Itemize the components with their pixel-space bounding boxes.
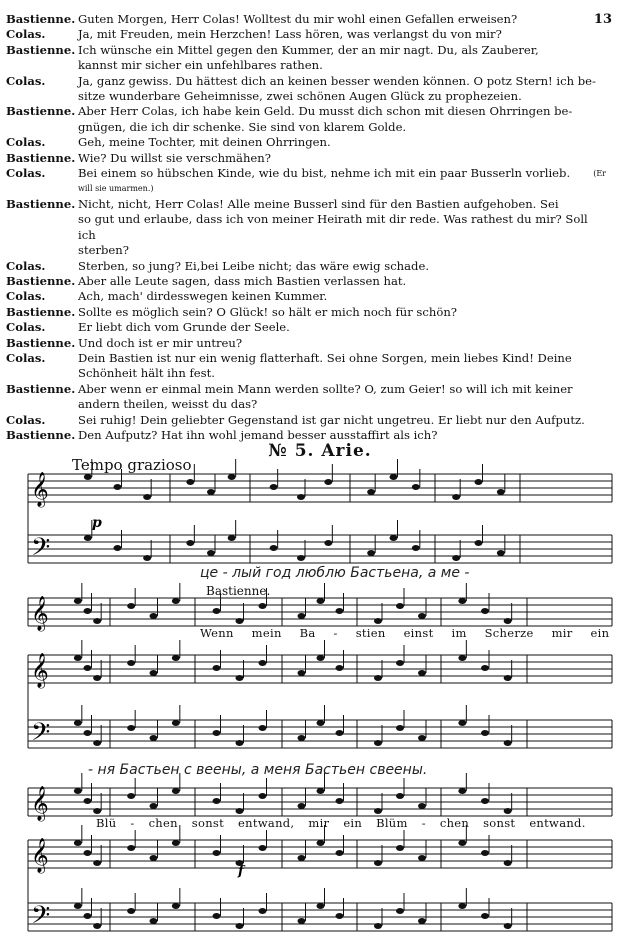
notehead — [172, 598, 180, 604]
notehead — [396, 845, 404, 851]
lyric-syllable: einst — [403, 626, 434, 640]
notehead — [418, 918, 426, 924]
speaker-name: Bastienne. — [6, 104, 76, 119]
notehead — [504, 808, 512, 814]
notehead — [396, 603, 404, 609]
notehead — [412, 545, 420, 551]
notehead — [114, 545, 122, 551]
notehead — [259, 793, 267, 799]
dialogue-text: Ach, mach' dirdesswegen keinen Kummer. — [78, 289, 328, 304]
dialogue-text: Aber Herr Colas, ich habe kein Geld. Du musst dich schon mit diesen Ohrringen be- — [78, 104, 573, 119]
lyric-syllable: chen — [148, 816, 178, 830]
notehead — [297, 555, 305, 561]
notehead — [150, 613, 158, 619]
notehead — [84, 474, 92, 480]
notehead — [270, 545, 278, 551]
notehead — [458, 720, 466, 726]
notehead — [481, 850, 489, 856]
notehead — [374, 923, 382, 929]
dialogue-text: Er liebt dich vom Grunde der Seele. — [78, 320, 290, 335]
dialogue-continuation: Schönheit hält ihn fest. — [78, 366, 215, 381]
notehead — [74, 598, 82, 604]
aria-title: № 5. Arie. — [268, 441, 372, 461]
notehead — [150, 670, 158, 676]
notehead — [74, 903, 82, 909]
notehead — [84, 608, 92, 614]
notehead — [172, 788, 180, 794]
notehead — [150, 803, 158, 809]
notehead — [374, 618, 382, 624]
notehead — [458, 903, 466, 909]
notehead — [259, 660, 267, 666]
clef-icon: 𝄞 — [31, 596, 49, 631]
notehead — [236, 618, 244, 624]
notehead — [207, 489, 215, 495]
notehead — [497, 550, 505, 556]
notehead — [143, 494, 151, 500]
dialogue-continuation: sterben? — [78, 243, 129, 258]
handwritten-translation-2: - ня Бастьен с веены, а меня Бастьен свеены. — [88, 762, 428, 778]
notehead — [458, 788, 466, 794]
notehead — [213, 798, 221, 804]
notehead — [74, 655, 82, 661]
notehead — [84, 913, 92, 919]
notehead — [317, 788, 325, 794]
dialogue-continuation: so gut und erlaube, dass ich von meiner Heirath mit dir rede. Was rathest du mir? Soll ich — [78, 212, 588, 242]
clef-icon: 𝄢 — [31, 718, 51, 753]
notehead — [418, 613, 426, 619]
notehead — [93, 675, 101, 681]
tempo-marking: Tempo grazioso — [72, 456, 192, 474]
notehead — [412, 484, 420, 490]
lyric-syllable: im — [451, 626, 467, 640]
dialogue-text: Nicht, nicht, Herr Colas! Alle meine Busserl sind für den Bastien aufgehoben. Sei — [78, 196, 559, 211]
notehead — [93, 740, 101, 746]
dialogue-continuation: kannst mir sicher ein unfehlbares rathen. — [78, 58, 323, 73]
lyric-syllable: ein — [590, 626, 610, 640]
notehead — [418, 670, 426, 676]
lyric-syllable: Wenn — [200, 626, 234, 640]
lyric-syllable: sonst — [191, 816, 225, 830]
notehead — [213, 608, 221, 614]
speaker-name: Colas. — [6, 412, 46, 427]
notehead — [504, 923, 512, 929]
speaker-name: Colas. — [6, 135, 46, 150]
notehead — [452, 555, 460, 561]
notehead — [418, 803, 426, 809]
dialogue-text: Ich wünsche ein Mittel gegen den Kummer, der an mir nagt. Du, als Zauberer, — [78, 42, 539, 57]
speaker-name: Bastienne. — [6, 12, 76, 26]
speaker-name: Colas. — [6, 350, 46, 365]
notehead — [367, 489, 375, 495]
notehead — [259, 603, 267, 609]
notehead — [150, 855, 158, 861]
dynamic-p: p — [92, 515, 102, 531]
notehead — [298, 613, 306, 619]
notehead — [74, 788, 82, 794]
notehead — [84, 850, 92, 856]
notehead — [396, 908, 404, 914]
clef-icon: 𝄞 — [31, 472, 49, 507]
notehead — [481, 913, 489, 919]
dialogue-text: Geh, meine Tochter, mit deinen Ohrringen. — [78, 135, 331, 150]
notehead — [143, 555, 151, 561]
lyric-syllable: mir — [551, 626, 573, 640]
notehead — [228, 535, 236, 541]
notehead — [186, 479, 194, 485]
dialogue-text: Wie? Du willst sie verschmähen? — [78, 150, 271, 165]
notehead — [336, 850, 344, 856]
notehead — [396, 725, 404, 731]
notehead — [324, 540, 332, 546]
speaker-name: Bastienne. — [6, 335, 76, 350]
dialogue-text: Bei einem so hübschen Kinde, wie du bist, nehme ich mit ein paar Busserln vorlieb. — [78, 166, 571, 181]
lyric-syllable: - — [333, 626, 338, 640]
speaker-name: Bastienne. — [6, 304, 76, 319]
notehead — [336, 608, 344, 614]
notehead — [481, 665, 489, 671]
notehead — [259, 725, 267, 731]
clef-icon: 𝄞 — [31, 838, 49, 873]
notes — [74, 459, 512, 929]
dialogue-text: Und doch ist er mir untreu? — [78, 335, 243, 350]
notehead — [418, 735, 426, 741]
notehead — [481, 608, 489, 614]
notehead — [84, 798, 92, 804]
dialogue-continuation: gnügen, die ich dir schenke. Sie sind von klarem Golde. — [78, 119, 407, 134]
notehead — [317, 903, 325, 909]
notehead — [458, 598, 466, 604]
speaker-name: Bastienne. — [6, 273, 76, 288]
notehead — [504, 675, 512, 681]
notehead — [336, 913, 344, 919]
notehead — [317, 840, 325, 846]
notehead — [172, 903, 180, 909]
notehead — [317, 720, 325, 726]
dialogue-text: Guten Morgen, Herr Colas! Wolltest du mir wohl einen Gefallen erweisen? — [78, 12, 518, 26]
speaker-name: Bastienne. — [6, 150, 76, 165]
speaker-name: Colas. — [6, 166, 46, 181]
notehead — [259, 845, 267, 851]
voice-label: Bastienne. — [206, 584, 271, 598]
notehead — [374, 860, 382, 866]
notehead — [336, 665, 344, 671]
dialogue-text: Aber alle Leute sagen, dass mich Bastien verlassen hat. — [78, 273, 407, 288]
dialogue-text: Ja, mit Freuden, mein Herzchen! Lass hören, was verlangst du von mir? — [78, 27, 502, 42]
notehead — [127, 908, 135, 914]
notehead — [298, 855, 306, 861]
notehead — [213, 730, 221, 736]
lyric-syllable: mein — [251, 626, 282, 640]
lyric-syllable: stien — [355, 626, 386, 640]
notehead — [336, 798, 344, 804]
speaker-name: Bastienne. — [6, 427, 76, 442]
speaker-name: Bastienne. — [6, 381, 76, 396]
dialogue-continuation: will sie umarmen.) — [78, 184, 154, 194]
notehead — [452, 494, 460, 500]
speaker-name: Colas. — [6, 289, 46, 304]
notehead — [127, 845, 135, 851]
dialogue-text: Sei ruhig! Dein geliebter Gegenstand ist gar nicht ungetreu. Er liebt nur den Aufputz. — [78, 412, 585, 427]
lyric-syllable: Scherze — [484, 626, 534, 640]
notehead — [458, 840, 466, 846]
notehead — [504, 618, 512, 624]
speaker-name: Colas. — [6, 320, 46, 335]
dialogue-text: Dein Bastien ist nur ein wenig flatterhaft. Sei ohne Sorgen, mein liebes Kind! Deine — [78, 350, 572, 365]
notehead — [150, 735, 158, 741]
notehead — [207, 550, 215, 556]
notehead — [497, 489, 505, 495]
notehead — [259, 908, 267, 914]
notehead — [390, 474, 398, 480]
dialogue-continuation: andern theilen, weisst du das? — [78, 397, 258, 412]
clef-icon: 𝄢 — [31, 901, 51, 936]
lyric-syllable: ein — [343, 816, 363, 830]
notehead — [236, 808, 244, 814]
dialogue-text: Den Aufputz? Hat ihn wohl jemand besser ausstaffirt als ich? — [78, 427, 438, 442]
notehead — [270, 484, 278, 490]
dialogue-text: Ja, ganz gewiss. Du hättest dich an keinen besser wenden können. O potz Stern! ich be- — [78, 73, 596, 88]
notehead — [396, 793, 404, 799]
clef-icon: 𝄢 — [31, 533, 51, 568]
notehead — [93, 808, 101, 814]
notehead — [127, 725, 135, 731]
notehead — [150, 918, 158, 924]
notehead — [93, 923, 101, 929]
notehead — [390, 535, 398, 541]
notehead — [84, 535, 92, 541]
clef-icon: 𝄞 — [31, 653, 49, 688]
lyric-syllable: sonst — [483, 816, 516, 830]
page-number: 13 — [593, 12, 612, 27]
notehead — [172, 655, 180, 661]
notehead — [336, 730, 344, 736]
notehead — [298, 803, 306, 809]
dialogue-text: Sterben, so jung? Ei,bei Leibe nicht; das wäre ewig schade. — [78, 258, 430, 273]
dialogue-text: Sollte es möglich sein? O Glück! so hält er mich noch für schön? — [78, 304, 458, 319]
lyric-syllable: entwand. — [529, 816, 586, 830]
notehead — [127, 793, 135, 799]
notehead — [84, 665, 92, 671]
notehead — [298, 918, 306, 924]
notehead — [504, 860, 512, 866]
notehead — [297, 494, 305, 500]
dialogue-text: Aber wenn er einmal mein Mann werden sollte? O, zum Geier! so will ich mit keiner — [78, 381, 573, 396]
lyric-syllable: - — [130, 816, 135, 830]
notehead — [418, 855, 426, 861]
staff-lines — [28, 472, 612, 936]
speaker-name: Colas. — [6, 258, 46, 273]
notehead — [127, 603, 135, 609]
notehead — [481, 730, 489, 736]
lyric-syllable: - — [421, 816, 426, 830]
notehead — [93, 860, 101, 866]
notehead — [374, 808, 382, 814]
speaker-name: Bastienne. — [6, 42, 76, 57]
notehead — [236, 923, 244, 929]
lyric-syllable: Ba — [299, 626, 316, 640]
notehead — [236, 740, 244, 746]
lyric-syllable: Blü — [96, 816, 117, 830]
notehead — [213, 665, 221, 671]
speaker-name: Colas. — [6, 27, 46, 42]
notehead — [236, 675, 244, 681]
notehead — [367, 550, 375, 556]
notehead — [374, 675, 382, 681]
notehead — [172, 840, 180, 846]
dynamic-f: f — [238, 864, 244, 879]
notehead — [298, 735, 306, 741]
speaker-name: Colas. — [6, 73, 46, 88]
notehead — [74, 840, 82, 846]
notehead — [186, 540, 194, 546]
notehead — [213, 850, 221, 856]
notehead — [228, 474, 236, 480]
notehead — [317, 598, 325, 604]
notehead — [127, 660, 135, 666]
handwritten-translation-1: це - лый год люблю Бастьена, а ме - — [200, 565, 470, 581]
notehead — [475, 540, 483, 546]
notehead — [374, 740, 382, 746]
notehead — [458, 655, 466, 661]
notehead — [93, 618, 101, 624]
lyric-syllable: chen — [439, 816, 470, 830]
lyric-syllable: entwand, — [238, 816, 295, 830]
lyric-syllable: Blüm — [376, 816, 408, 830]
notehead — [504, 740, 512, 746]
speaker-name: Bastienne. — [6, 196, 76, 211]
clef-icon: 𝄞 — [31, 786, 49, 821]
notehead — [213, 913, 221, 919]
notehead — [396, 660, 404, 666]
notehead — [317, 655, 325, 661]
notehead — [475, 479, 483, 485]
notehead — [114, 484, 122, 490]
dialogue-continuation: sitze wunderbare Geheimnisse, zwei schönen Augen Glück zu prophezeien. — [78, 89, 522, 104]
stage-direction: (Er — [593, 169, 606, 179]
notehead — [74, 720, 82, 726]
notehead — [84, 730, 92, 736]
notehead — [324, 479, 332, 485]
lyric-syllable: mir — [308, 816, 330, 830]
notehead — [172, 720, 180, 726]
notehead — [298, 670, 306, 676]
notehead — [481, 798, 489, 804]
